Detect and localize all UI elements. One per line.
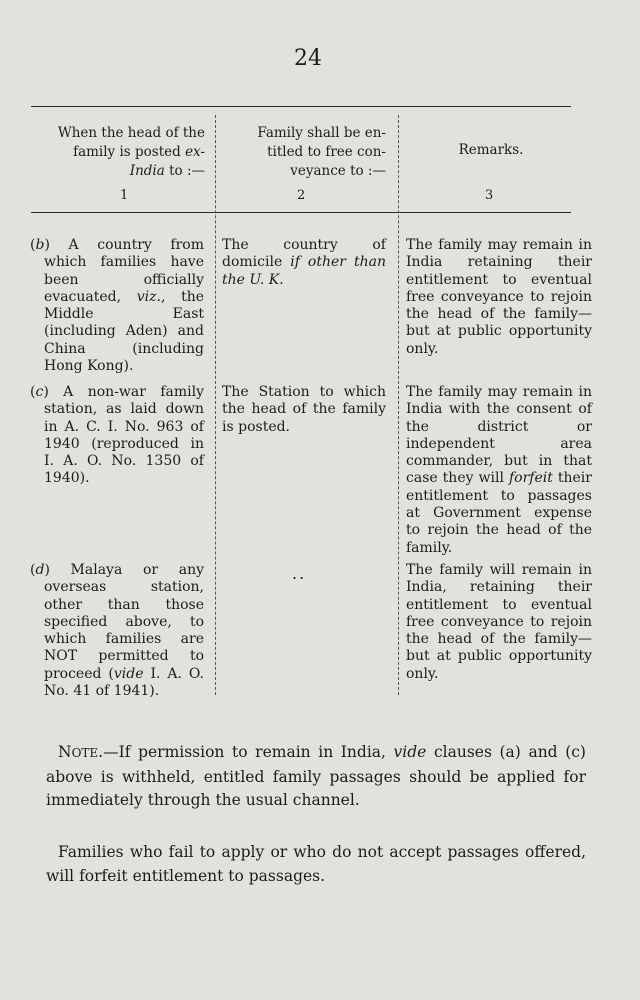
column-number-3: 3: [485, 188, 494, 203]
column-header-2: Family shall be en- titled to free con- veyance to :—: [257, 125, 386, 179]
row-b-conveyance: The country of domicile if other than the U. K.: [222, 237, 386, 288]
row-d-conveyance: ..: [292, 564, 307, 583]
column-divider-1: [215, 115, 216, 695]
column-divider-2: [398, 115, 399, 695]
row-d-destination: (d) Malaya or any overseas station, other than those specified above, to which families are NOT permitted to proceed (vide I. A. O. No. 41 of 1941).: [30, 562, 205, 700]
header-bottom-rule: [31, 212, 571, 213]
families-paragraph: Families who fail to apply or who do not accept passages offered, will forfeit entitlement to passages.: [46, 843, 586, 885]
page-number: 24: [294, 46, 322, 71]
row-c-destination: (c) A non-war family station, as laid down in A. C. I. No. 963 of 1940 (reproduced in I. A. O. No. 1350 of 1940).: [30, 384, 204, 487]
row-c-remarks: The family may remain in India with the consent of the district or independent area commander, but in that case they will forfeit their entitlement to passages at Government expense to rejoin the head of the family.: [406, 384, 592, 556]
row-b-destination: (b) A country from which families have been officially evacuated, viz., the Middle East (including Aden) and China (including Hong Kong).: [30, 237, 204, 375]
table-top-rule: [31, 106, 571, 107]
row-c-conveyance: The Station to which the head of the family is posted.: [222, 384, 386, 435]
column-header-3: Remarks.: [458, 142, 524, 158]
note-paragraph: NOTE.—If permission to remain in India, vide clauses (a) and (c) above is withheld, entitled family passages should be applied for immediately through the usual channel.: [46, 743, 586, 809]
column-header-1: When the head of the family is posted ex- India to :—: [57, 125, 205, 179]
row-b-remarks: The family may remain in India retaining their entitlement to eventual free conveyance to rejoin the head of the family—but at public opportunity only.: [406, 237, 592, 357]
column-number-2: 2: [297, 188, 306, 203]
column-number-1: 1: [120, 188, 129, 203]
row-d-remarks: The family will remain in India, retaining their entitlement to eventual free conveyance to rejoin the head of the family—but at public opportunity only.: [406, 562, 592, 682]
